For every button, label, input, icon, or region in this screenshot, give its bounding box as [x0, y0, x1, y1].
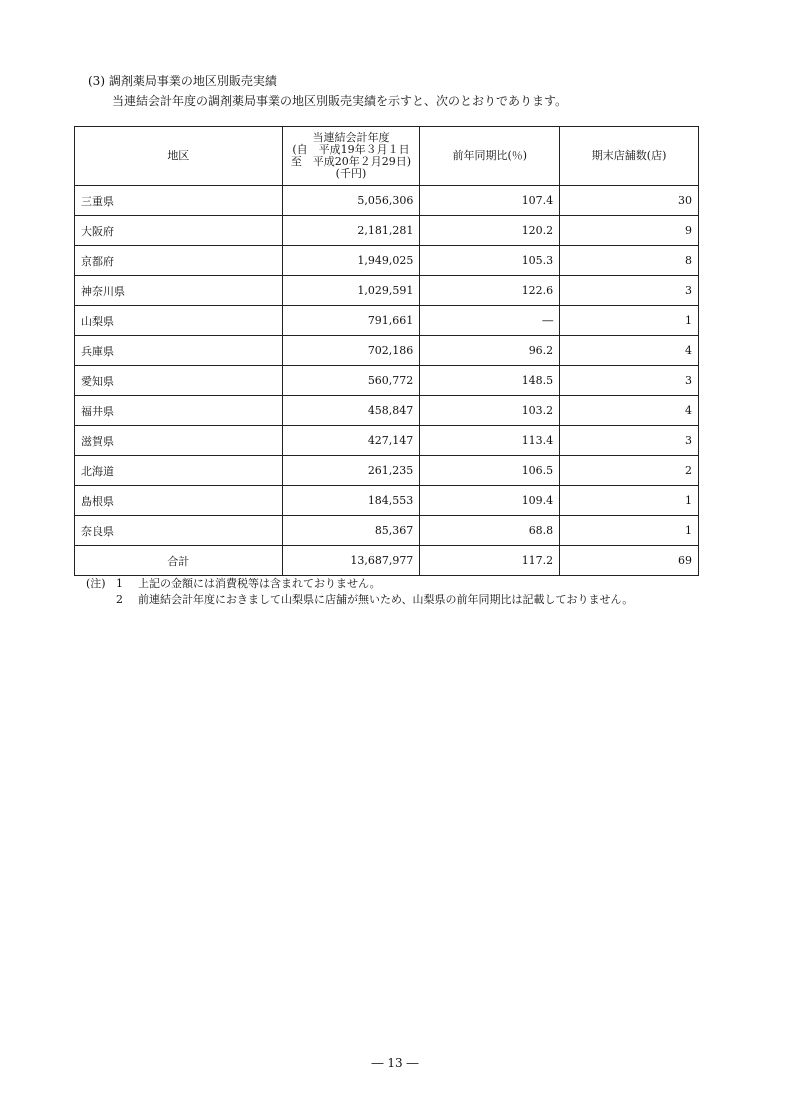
header-sales-line: 当連結会計年度 [312, 131, 390, 144]
stores-cell: 3 [560, 426, 699, 456]
total-sales-cell: 13,687,977 [282, 546, 420, 576]
region-cell: 山梨県 [75, 306, 283, 336]
region-cell: 三重県 [75, 186, 283, 216]
sales-cell: 427,147 [282, 426, 420, 456]
sales-cell: 85,367 [282, 516, 420, 546]
total-yoy-cell: 117.2 [420, 546, 560, 576]
total-stores-cell: 69 [560, 546, 699, 576]
table-row [75, 426, 699, 456]
yoy-cell: 122.6 [420, 276, 560, 306]
region-cell: 兵庫県 [75, 336, 283, 366]
yoy-cell: 105.3 [420, 246, 560, 276]
stores-cell: 3 [560, 276, 699, 306]
table-row [75, 246, 699, 276]
total-row [75, 546, 699, 576]
yoy-cell: 120.2 [420, 216, 560, 246]
footnote-text: 前連結会計年度におきまして山梨県に店舗が無いため、山梨県の前年同期比は記載しておりません。 [138, 593, 634, 606]
sales-cell: 1,029,591 [282, 276, 420, 306]
stores-cell: 3 [560, 366, 699, 396]
footnote-number: 1 [116, 577, 123, 590]
stores-cell: 1 [560, 486, 699, 516]
footnote-text: 上記の金額には消費税等は含まれておりません。 [138, 577, 381, 590]
sales-cell: 458,847 [282, 396, 420, 426]
footnotes [86, 576, 633, 608]
stores-cell: 1 [560, 516, 699, 546]
sales-cell: 261,235 [282, 456, 420, 486]
yoy-cell: ― [420, 306, 560, 336]
table-row [75, 216, 699, 246]
header-stores: 期末店舗数(店) [560, 127, 699, 186]
region-cell: 奈良県 [75, 516, 283, 546]
page-number: ― 13 ― [371, 1056, 419, 1070]
stores-cell: 4 [560, 396, 699, 426]
yoy-cell: 68.8 [420, 516, 560, 546]
footnote-number: 2 [116, 593, 123, 606]
stores-cell: 2 [560, 456, 699, 486]
total-label-cell: 合計 [75, 546, 283, 576]
yoy-cell: 103.2 [420, 396, 560, 426]
table-row [75, 276, 699, 306]
table-row [75, 186, 699, 216]
region-cell: 京都府 [75, 246, 283, 276]
header-sales [282, 127, 420, 186]
section-heading: (3) 調剤薬局事業の地区別販売実績 [88, 74, 277, 88]
table-row [75, 486, 699, 516]
header-sales-line: (自 平成19年３月１日 [292, 143, 410, 156]
yoy-cell: 96.2 [420, 336, 560, 366]
stores-cell: 9 [560, 216, 699, 246]
regional-sales-table [74, 126, 699, 576]
footnote-prefix: (注) [86, 577, 106, 590]
yoy-cell: 109.4 [420, 486, 560, 516]
table-row [75, 396, 699, 426]
header-sales-line: (千円) [335, 167, 367, 180]
stores-cell: 1 [560, 306, 699, 336]
section-intro: 当連結会計年度の調剤薬局事業の地区別販売実績を示すと、次のとおりであります。 [112, 94, 568, 108]
sales-cell: 560,772 [282, 366, 420, 396]
table-row [75, 366, 699, 396]
sales-cell: 5,056,306 [282, 186, 420, 216]
sales-cell: 791,661 [282, 306, 420, 336]
stores-cell: 8 [560, 246, 699, 276]
region-cell: 神奈川県 [75, 276, 283, 306]
sales-cell: 702,186 [282, 336, 420, 366]
region-cell: 大阪府 [75, 216, 283, 246]
header-sales-line: 至 平成20年２月29日) [290, 155, 412, 168]
table-row [75, 516, 699, 546]
table-row [75, 456, 699, 486]
region-cell: 滋賀県 [75, 426, 283, 456]
header-yoy: 前年同期比(％) [420, 127, 560, 186]
yoy-cell: 113.4 [420, 426, 560, 456]
footnote-item [86, 576, 633, 592]
sales-cell: 2,181,281 [282, 216, 420, 246]
sales-cell: 184,553 [282, 486, 420, 516]
table-row [75, 336, 699, 366]
region-cell: 福井県 [75, 396, 283, 426]
yoy-cell: 107.4 [420, 186, 560, 216]
region-cell: 北海道 [75, 456, 283, 486]
table-row [75, 306, 699, 336]
yoy-cell: 148.5 [420, 366, 560, 396]
stores-cell: 4 [560, 336, 699, 366]
footnote-item [86, 592, 633, 608]
region-cell: 愛知県 [75, 366, 283, 396]
yoy-cell: 106.5 [420, 456, 560, 486]
table-header-row [75, 127, 699, 186]
stores-cell: 30 [560, 186, 699, 216]
region-cell: 島根県 [75, 486, 283, 516]
sales-cell: 1,949,025 [282, 246, 420, 276]
header-region: 地区 [75, 127, 283, 186]
